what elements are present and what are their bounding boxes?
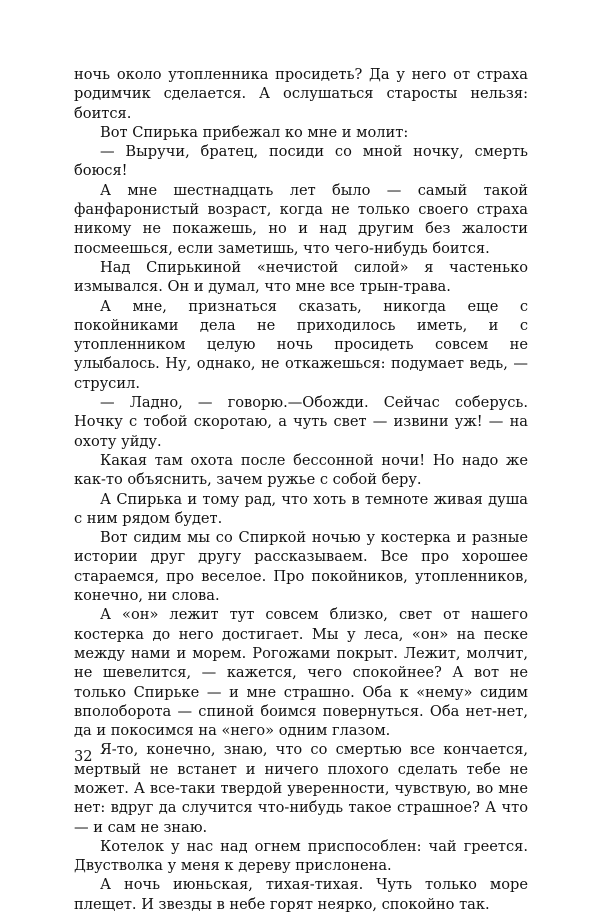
- paragraph: ночь около утопленника просидеть? Да у него от страха родимчик сделается. А ослушаться старосты нельзя: боится.: [74, 66, 528, 122]
- paragraph: — Ладно, — говорю.—Обожди. Сейчас соберусь. Ночку с тобой скоротаю, а чуть свет — извини уж! — на охоту уйду.: [74, 394, 528, 450]
- body-text: [74, 65, 528, 914]
- paragraph: Какая там охота после бессонной ночи! Но надо же как-то объяснить, зачем ружье с собой беру.: [74, 451, 528, 489]
- paragraph: — Выручи, братец, посиди со мной ночку, смерть боюся!: [74, 143, 528, 180]
- paragraph: А мне, признаться сказать, никогда еще с покойниками дела не приходилось иметь, и с утопленником целую ночь просидеть совсем не улыбалось. Ну, однако, не откажешься: подумает ведь, — струсил.: [74, 297, 528, 392]
- paragraph: Вот Спирька прибежал ко мне и молит:: [100, 123, 409, 141]
- paragraph: Над Спирькиной «нечистой силой» я частенько измывался. Он и думал, что мне все трын-трава.: [74, 258, 528, 296]
- paragraph: А «он» лежит тут совсем близко, свет от нашего костерка до него достигает. Мы у леса, «он» на песке между нами и морем. Рогожами покрыт. Лежит, молчит, не шевелится, — кажется, чего спокойнее? А вот не только Спирьке — и мне страшно. Оба к «нему» сидим вполоборота — спиной боимся повернуться. Оба нет-нет, да и покосимся на «него» одним глазом.: [74, 606, 528, 740]
- paragraph: Я-то, конечно, знаю, что со смертью все кончается, мертвый не встанет и ничего плохого сделать тебе не может. А все-таки твердой уверенности, чувствую, во мне нет: вдруг да случится что-нибудь такое страшное? А что — и сам не знаю.: [74, 741, 528, 836]
- page-number: 32: [74, 748, 93, 765]
- paragraph: Вот сидим мы со Спиркой ночью у костерка и разные истории друг другу рассказываем. Все про хорошее стараемся, про веселое. Про покойников, утопленников, конечно, ни слова.: [74, 529, 528, 605]
- paragraph: А Спирька и тому рад, что хоть в темноте живая душа с ним рядом будет.: [74, 490, 528, 527]
- paragraph: А мне шестнадцать лет было — самый такой фанфаронистый возраст, когда не только своего страха никому не покажешь, но и над другим без жалости посмеешься, если заметишь, что чего-нибудь боится.: [74, 181, 528, 257]
- paragraph: А ночь июньская, тихая-тихая. Чуть только море плещет. И звезды в небе горят неярко, спокойно так.: [74, 876, 528, 913]
- paragraph: Котелок у нас над огнем приспособлен: чай греется. Двустволка у меня к дереву прислонена.: [74, 837, 528, 875]
